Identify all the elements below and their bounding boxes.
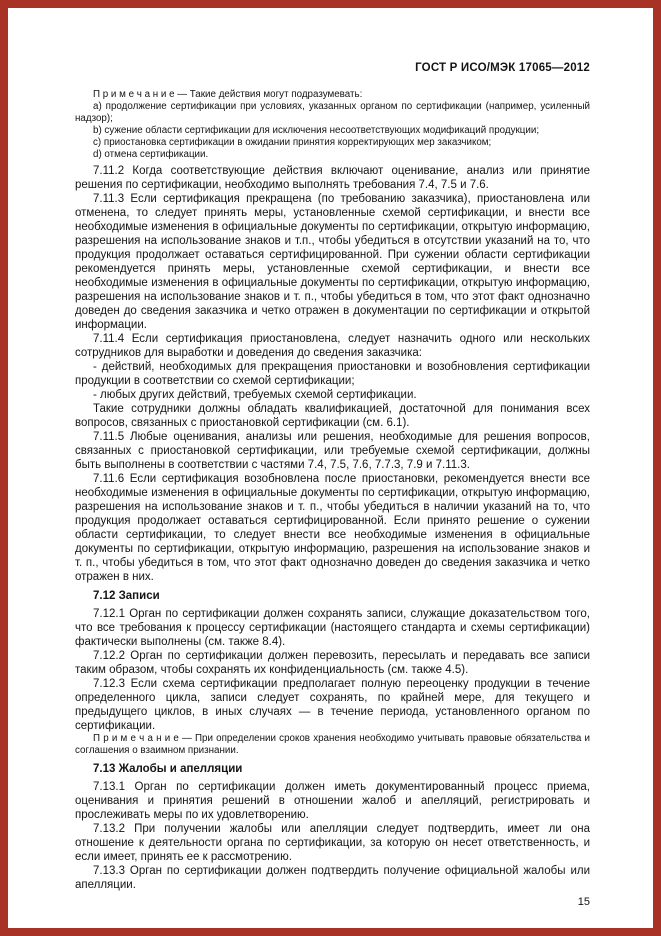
note-item-b: b) сужение области сертификации для исключения несоответствующих модификаций продукции; [93,124,540,136]
note-actions-block [75,89,590,160]
list-item-dash-2: - любых других действий, требуемых схемой сертификации. [93,389,417,402]
paragraph-7-11-2: 7.11.2 Когда соответствующие действия включают оценивание, анализ или принятие решения по сертификации, необходимо выполнять требования 7.4, 7.5 и 7.6. [75,165,590,192]
paragraph-7-11-5: 7.11.5 Любые оценивания, анализы или решения, необходимые для решения вопросов, связанных с приостановкой сертификации, или требуемые схемой сертификации, должны быть выполнены в соответствии с частями 7.4, 7.5, 7.6, 7.7.3, 7.9 и 7.11.3. [75,431,590,472]
note-item-a: a) продолжение сертификации при условиях, указанных органом по сертификации (например, усиленный надзор); [75,100,590,124]
paragraph-7-13-1: 7.13.1 Орган по сертификации должен иметь документированный процесс приема, оценивания и принятия решений в отношении жалоб и апелляций, регистрировать и прослеживать меры по их удовлетворению. [75,781,590,822]
paragraph-7-11-6: 7.11.6 Если сертификация возобновлена после приостановки, рекомендуется внести все необходимые изменения в официальные документы по сертификации, открытую информацию, разрешения на использование знаков и т. п., чтобы убедиться в наличии указаний на то, что продукция продолжает оставаться сертифицированной. Если принято решение о сужении области сертификации, то следует внести все необходимые изменения в официальные документы по сертификации, открытую информацию, разрешения на использование знаков и т. п., чтобы убедиться в том, что этот факт однозначно доведен до сведения заказчика и четко отражен в них. [75,473,590,584]
paragraph-7-12-3: 7.12.3 Если схема сертификации предполагает полную переоценку продукции в течение определенного цикла, записи следует сохранять, по крайней мере, для текущего и предыдущего циклов, в иных случаях — в течение периода, установленного органом по сертификации. [75,678,590,733]
note-storage: П р и м е ч а н и е — При определении сроков хранения необходимо учитывать правовые обязательства и соглашения о взаимном признании. [75,733,590,757]
paragraph-7-11-3: 7.11.3 Если сертификация прекращена (по требованию заказчика), приостановлена или отменена, то следует принять меры, установленные схемой сертификации, и внести все необходимые изменения в официальные документы по сертификации, открытую информацию, разрешения на использование знаков и т.п., чтобы убедиться в отсутствии указаний на то, что продукция продолжает оставаться сертифицированной. При сужении области сертификации рекомендуется принять меры, установленные схемой сертификации, и внести все необходимые изменения в официальные документы по сертификации, открытую информацию, разрешения на использование знаков и т. п., чтобы убедиться в том, что этот факт однозначно доведен до сведения заказчика и четко отражен в документации по сертификации и открытой информации. [75,193,590,332]
section-heading-7-12: 7.12 Записи [93,590,160,603]
note-intro: П р и м е ч а н и е — Такие действия могут подразумевать: [93,89,363,100]
paragraph-7-11-4-follow: Такие сотрудники должны обладать квалификацией, достаточной для понимания всех вопросов, связанных с приостановкой сертификации (см. 6.1). [75,403,590,430]
paragraph-7-12-1: 7.12.1 Орган по сертификации должен сохранять записи, служащие доказательством того, что все требования к процессу сертификации (настоящего стандарта и схемы сертификации) фактически выполнены (см. также 8.4). [75,608,590,649]
paragraph-7-13-2: 7.13.2 При получении жалобы или апелляции следует подтвердить, имеет ли она отношение к деятельности органа по сертификации, за которую он несет ответственность, и если имеет, принять ее к рассмотрению. [75,823,590,864]
paragraph-7-13-3: 7.13.3 Орган по сертификации должен подтвердить получение официальной жалобы или апелляции. [75,865,590,892]
document-content [8,89,653,892]
paragraph-7-11-4-intro: 7.11.4 Если сертификация приостановлена, следует назначить одного или нескольких сотрудников для выработки и доведения до сведения заказчика: [75,333,590,360]
note-item-c: c) приостановка сертификации в ожидании принятия корректирующих мер заказчиком; [93,136,492,148]
page-number: 15 [577,896,590,908]
note-item-d: d) отмена сертификации. [93,148,209,160]
section-heading-7-13: 7.13 Жалобы и апелляции [93,763,243,776]
document-page [8,8,653,928]
document-header-title: ГОСТ Р ИСО/МЭК 17065—2012 [415,62,590,74]
list-item-dash-1: - действий, необходимых для прекращения приостановки и возобновления сертификации продукции в соответствии со схемой сертификации; [75,361,590,388]
paragraph-7-12-2: 7.12.2 Орган по сертификации должен перевозить, пересылать и передавать все записи таким образом, чтобы сохранять их конфиденциальность (см. также 4.5). [75,650,590,677]
